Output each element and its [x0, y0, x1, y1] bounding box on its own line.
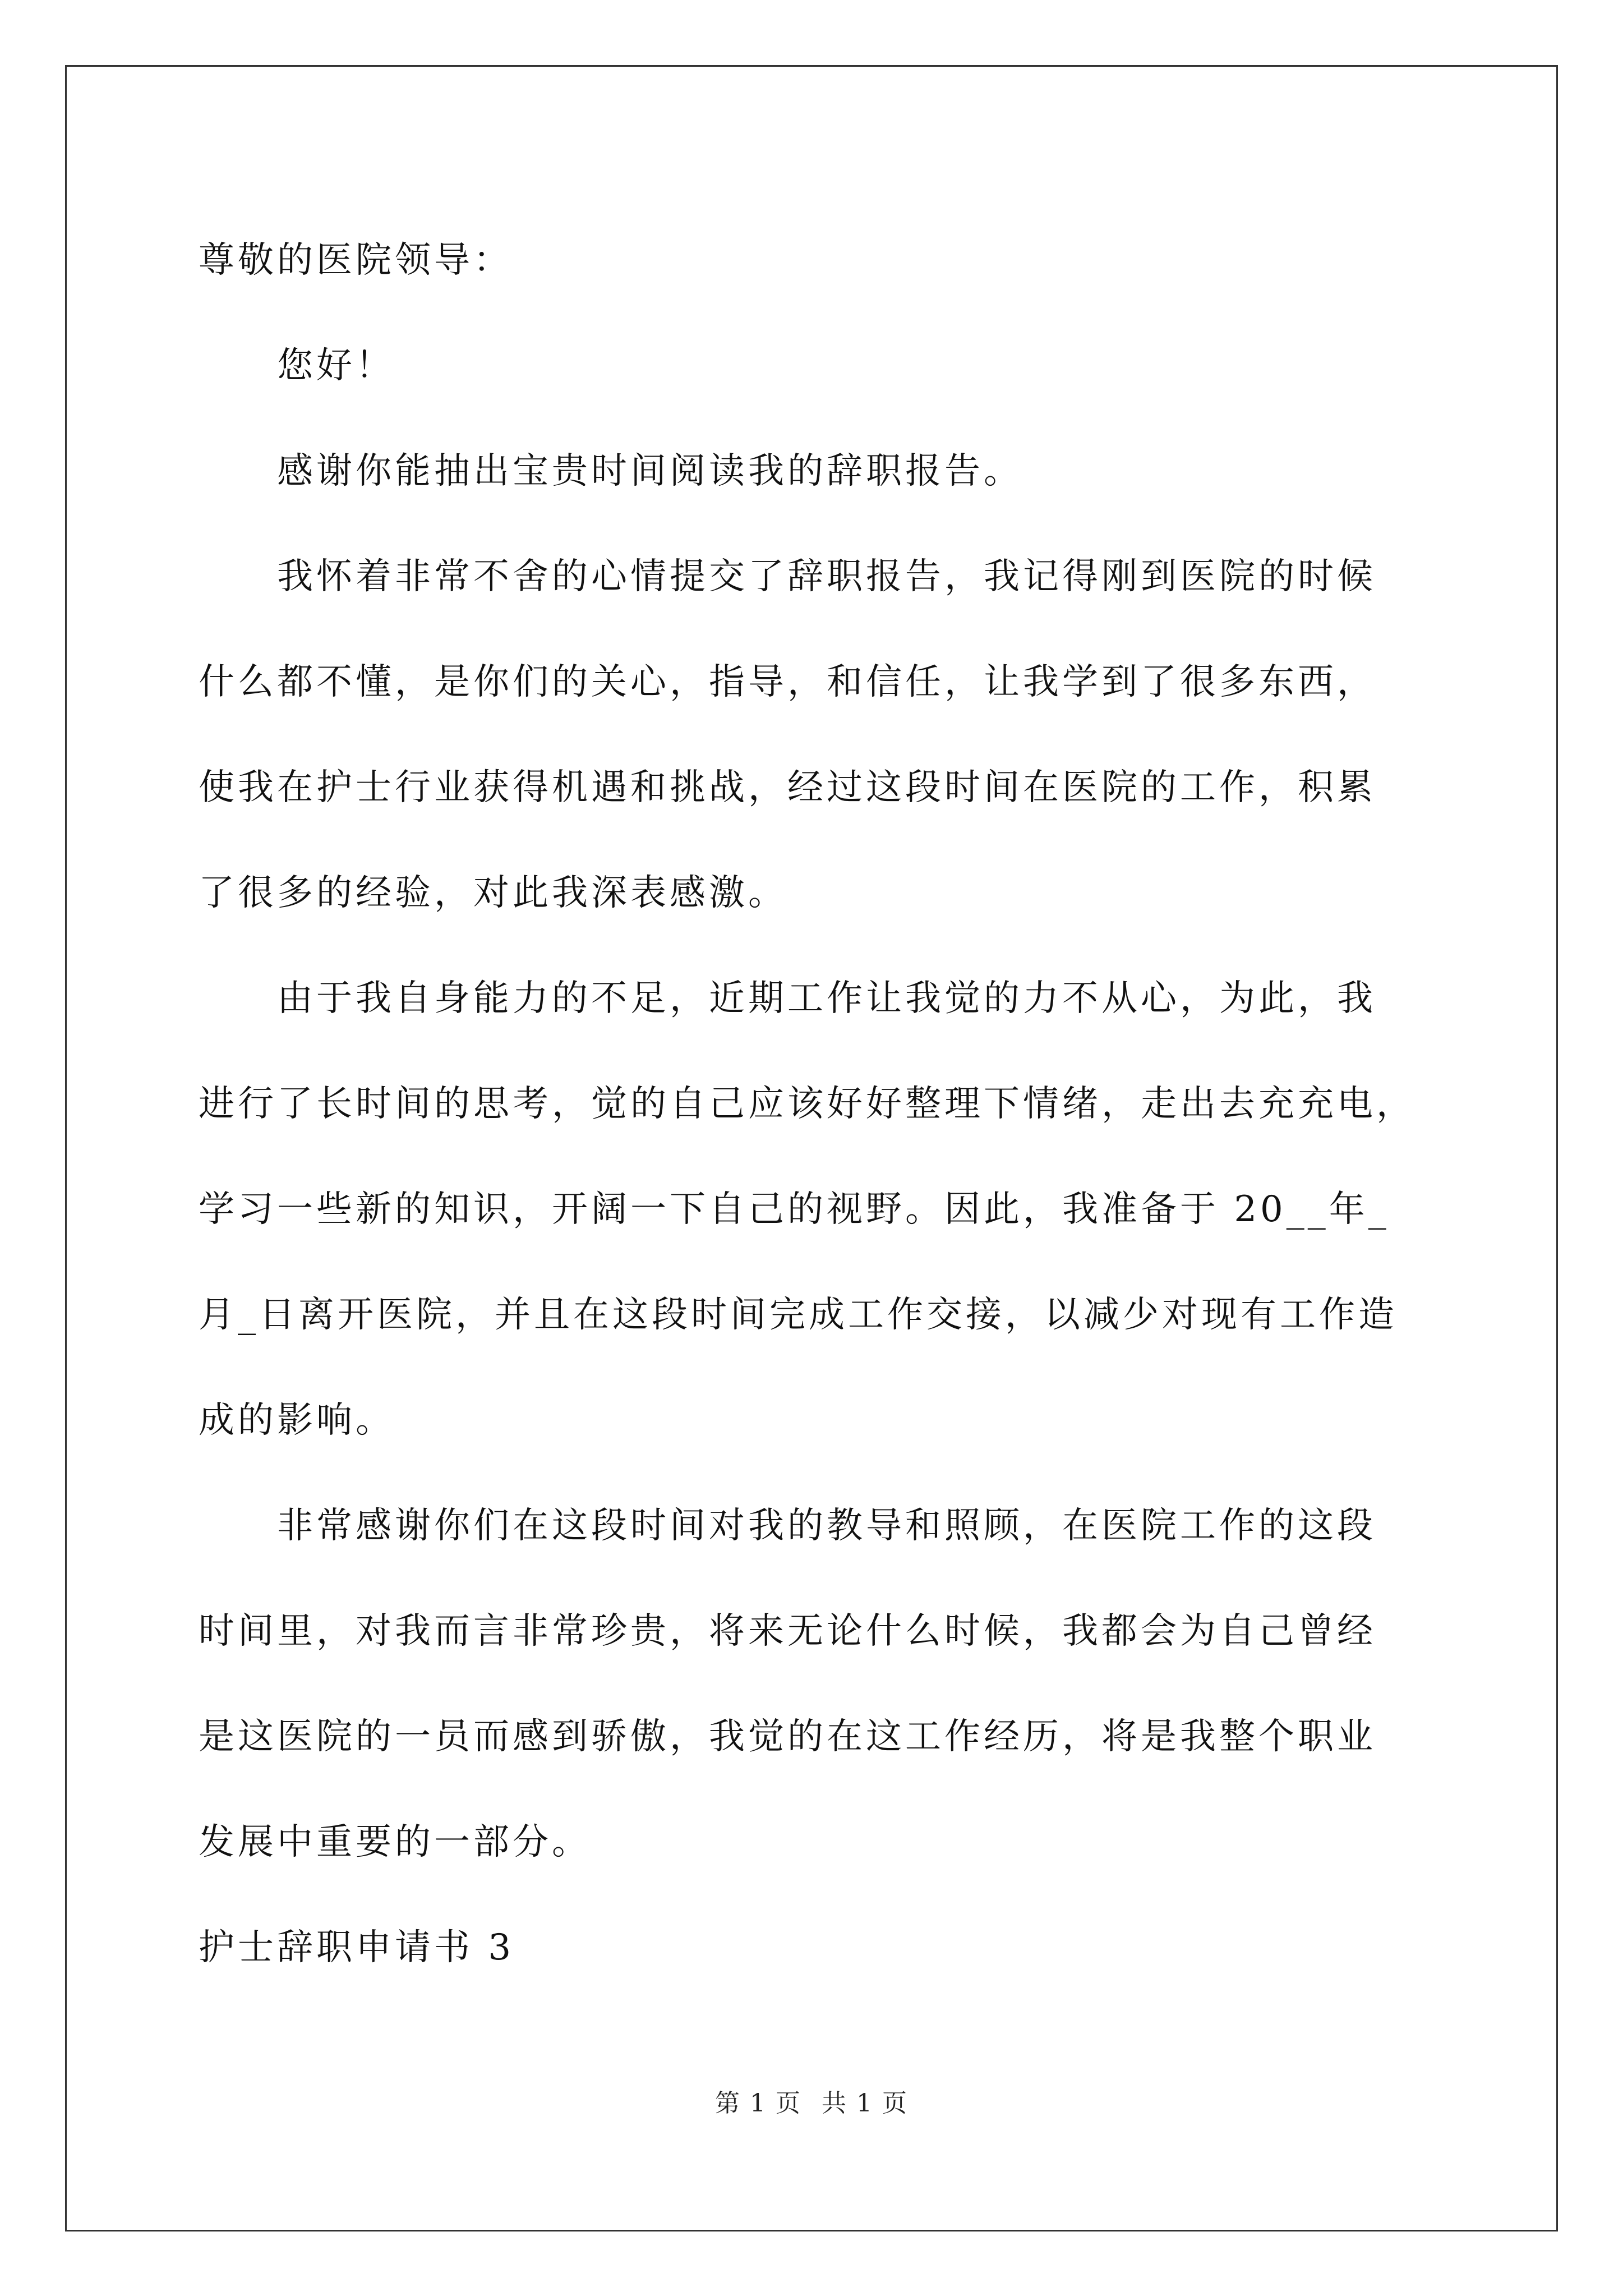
- letter-line: 学习一些新的知识，开阔一下自己的视野。因此，我准备于 20__年_: [199, 1189, 1390, 1230]
- letter-line: 成的影响。: [199, 1400, 395, 1441]
- letter-line: 我怀着非常不舍的心情提交了辞职报告，我记得刚到医院的时候: [199, 556, 1376, 597]
- letter-line: 感谢你能抽出宝贵时间阅读我的辞职报告。: [199, 450, 1023, 492]
- letter-line: 非常感谢你们在这段时间对我的教导和照顾，在医院工作的这段: [199, 1505, 1376, 1547]
- letter-line: 什么都不懂，是你们的关心，指导，和信任，让我学到了很多东西，: [199, 661, 1376, 703]
- letter-line: 时间里，对我而言非常珍贵，将来无论什么时候，我都会为自己曾经: [199, 1611, 1376, 1652]
- section-title: 护士辞职申请书 3: [199, 1927, 515, 1968]
- letter-line-salutation: 尊敬的医院领导：: [199, 240, 513, 281]
- page-number-current: 第 1 页: [715, 2089, 801, 2118]
- letter-line-greeting: 您好！: [199, 345, 395, 386]
- letter-line: 使我在护士行业获得机遇和挑战，经过这段时间在医院的工作，积累: [199, 767, 1376, 808]
- letter-line: 月_日离开医院，并且在这段时间完成工作交接，以减少对现有工作造: [199, 1294, 1398, 1336]
- letter-line: 是这医院的一员而感到骄傲，我觉的在这工作经历，将是我整个职业: [199, 1716, 1376, 1757]
- page-footer: [0, 2087, 1623, 2120]
- letter-line: 了很多的经验，对此我深表感激。: [199, 872, 787, 914]
- letter-line: 发展中重要的一部分。: [199, 1821, 591, 1863]
- page-number-total: 共 1 页: [822, 2089, 908, 2118]
- letter-line: 进行了长时间的思考，觉的自己应该好好整理下情绪，走出去充充电，: [199, 1083, 1415, 1125]
- letter-line: 由于我自身能力的不足，近期工作让我觉的力不从心，为此，我: [199, 978, 1376, 1019]
